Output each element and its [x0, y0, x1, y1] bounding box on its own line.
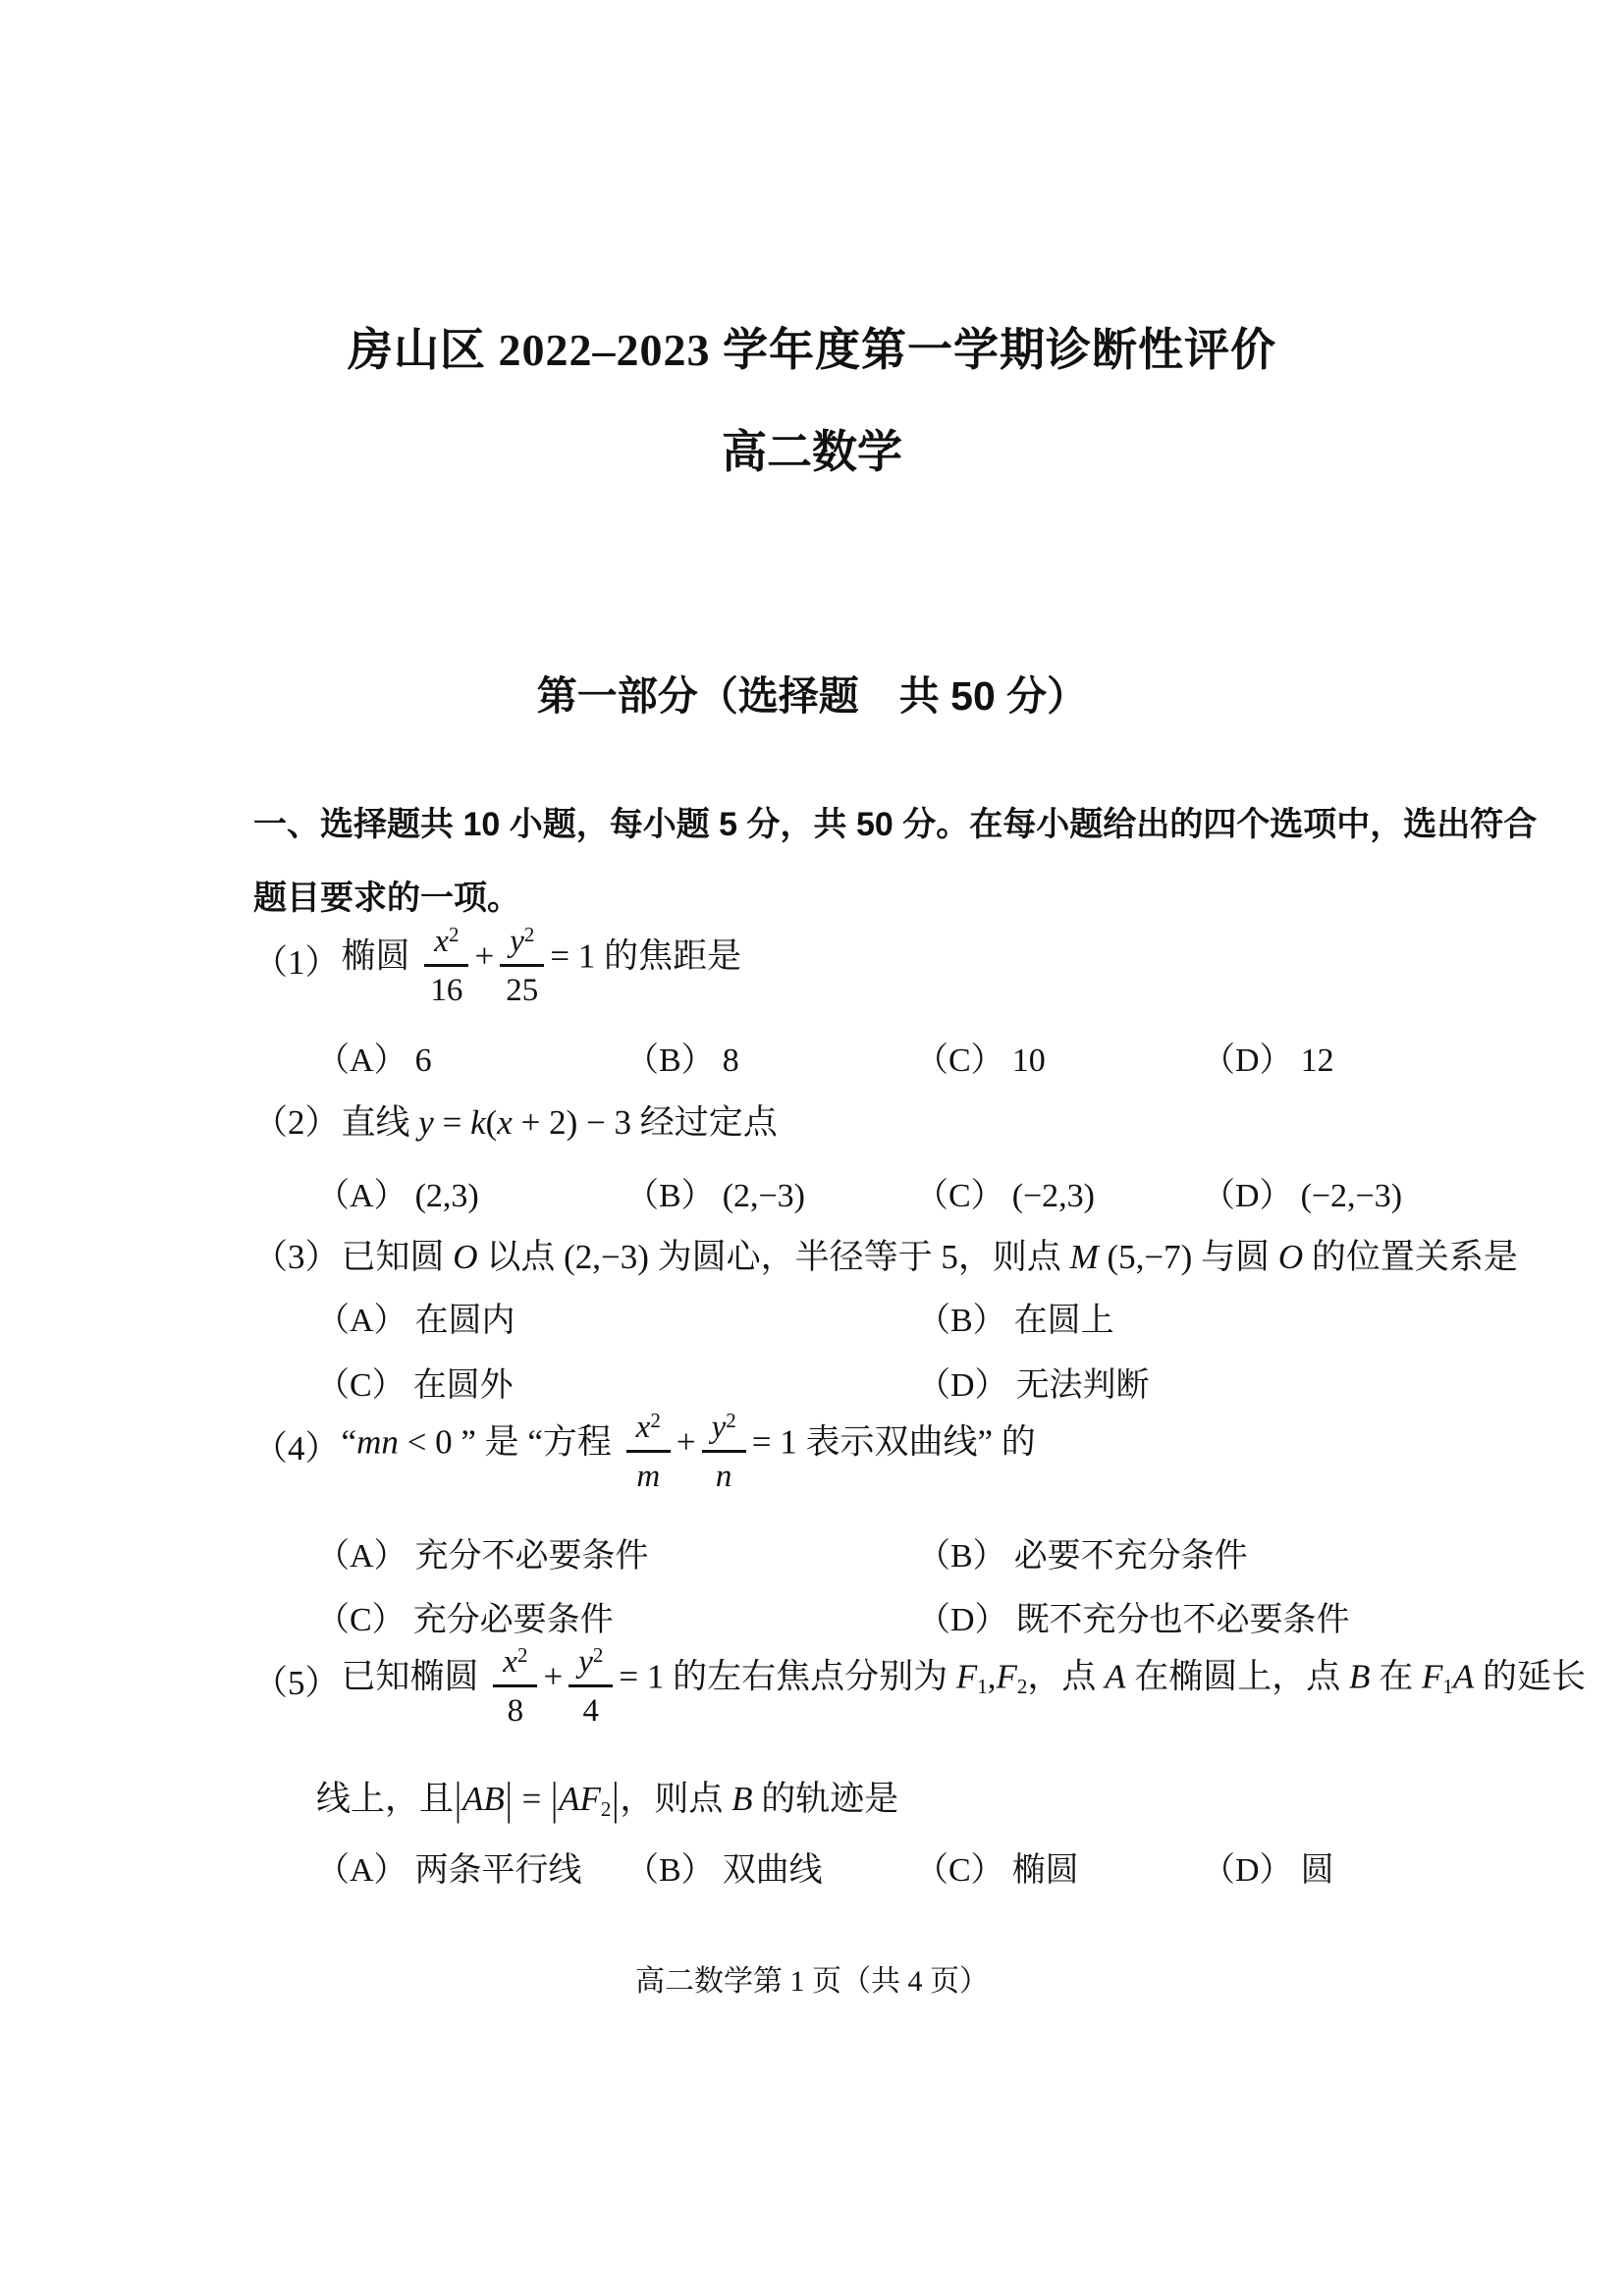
option-row-item — [316, 1842, 625, 1891]
option-5c-label: （C） — [915, 1852, 1004, 1889]
option-row-item — [915, 1033, 1202, 1081]
question-3-math: 已知圆 O 以点 (2,−3) 为圆心，半径等于 5，则点 M (5,−7) 与圆 O 的位置关系是 — [341, 1238, 1518, 1276]
exam-title: 房山区 2022–2023 学年度第一学期诊断性评价 — [348, 325, 1276, 375]
question-5-options — [316, 1842, 1334, 1891]
option-4d-text: 既不充分也不必要条件 — [1015, 1602, 1350, 1638]
option-2c-label: （C） — [915, 1178, 1004, 1214]
option-3a-text: 在圆内 — [414, 1303, 515, 1339]
option-3c-label: （C） — [316, 1367, 406, 1404]
option-1d-text: 12 — [1300, 1042, 1334, 1079]
option-5c-text: 椭圆 — [1011, 1852, 1079, 1889]
option-1a-label: （A） — [316, 1042, 407, 1079]
option-row-item — [915, 1168, 1202, 1216]
question-3-stem — [253, 1230, 1518, 1279]
question-5-stem-line2 — [316, 1772, 899, 1825]
option-3a-label: （A） — [316, 1303, 407, 1339]
option-row-item — [1202, 1033, 1334, 1081]
question-5-math-line1: 已知椭圆 $\frac{x^2}{8}$ + $\frac{y^2}{4}$ = 1 的左右焦点分别为 F1,F2，点 A 在椭圆上，点 B 在 F1A 的延长 — [342, 1632, 1586, 1728]
option-1c-text: 10 — [1011, 1042, 1046, 1079]
option-5a-label: （A） — [316, 1852, 407, 1889]
question-1-math: 椭圆 $\frac{x^2}{16}$ + $\frac{y^2}{25}$ = 1 的焦距是 — [342, 912, 742, 1007]
question-1-options — [316, 1033, 1334, 1081]
option-3c-text: 在圆外 — [412, 1367, 514, 1404]
option-1a-text: 6 — [414, 1042, 432, 1079]
option-2d-text: (−2,−3) — [1300, 1178, 1403, 1214]
question-2-options — [316, 1168, 1402, 1216]
option-row-item — [625, 1168, 915, 1216]
option-4c-text: 充分必要条件 — [412, 1602, 614, 1638]
question-3-options-row1 — [316, 1293, 1114, 1341]
option-5d-label: （D） — [1202, 1852, 1293, 1889]
instructions-line2: 题目要求的一项。 — [253, 880, 520, 917]
option-4a-label: （A） — [316, 1538, 407, 1575]
option-2d-label: （D） — [1202, 1178, 1293, 1214]
option-3b-text: 在圆上 — [1013, 1303, 1114, 1339]
option-4d-label: （D） — [917, 1602, 1008, 1638]
option-row-item — [316, 1528, 917, 1576]
option-row-item — [625, 1842, 915, 1891]
question-4-stem — [253, 1398, 1036, 1493]
option-2b-label: （B） — [625, 1178, 715, 1214]
question-4-options-row1 — [316, 1528, 1248, 1576]
option-row-item — [316, 1293, 917, 1341]
option-1b-label: （B） — [625, 1042, 715, 1079]
option-row-item — [316, 1033, 625, 1081]
option-1c-label: （C） — [915, 1042, 1004, 1079]
question-1-stem — [253, 912, 741, 1007]
option-1d-label: （D） — [1202, 1042, 1293, 1079]
option-4c-label: （C） — [316, 1602, 406, 1638]
option-3d-text: 无法判断 — [1015, 1367, 1150, 1404]
page-footer: 高二数学第 1 页（共 4 页） — [635, 1965, 989, 1998]
option-5b-label: （B） — [625, 1852, 715, 1889]
option-row-item — [1202, 1168, 1402, 1216]
question-1-number: （1） — [253, 942, 340, 982]
option-3b-label: （B） — [917, 1303, 1006, 1339]
option-3d-label: （D） — [917, 1367, 1008, 1404]
option-row-item — [1202, 1842, 1334, 1891]
question-5-stem-line1 — [253, 1632, 1586, 1728]
option-2c-text: (−2,3) — [1011, 1178, 1096, 1214]
option-2b-text: (2,−3) — [722, 1178, 806, 1214]
option-row-item — [917, 1293, 1114, 1341]
option-row-item — [915, 1842, 1202, 1891]
question-2-math: 直线 y = k(x + 2) − 3 经过定点 — [341, 1103, 778, 1142]
option-row-item — [316, 1168, 625, 1216]
question-3-number: （3） — [253, 1238, 340, 1276]
option-1b-text: 8 — [722, 1042, 739, 1079]
question-2-stem — [253, 1095, 778, 1145]
exam-subtitle: 高二数学 — [722, 427, 902, 477]
question-5-math-line2: 线上，且|AB| = |AF2|，则点 B 的轨迹是 — [316, 1773, 899, 1825]
question-4-math: “mn < 0 ” 是 “方程 $\frac{x^2}{m}$ + $\frac{y^2}{n}$ = 1 表示双曲线” 的 — [342, 1398, 1036, 1493]
option-2a-label: （A） — [316, 1178, 407, 1214]
option-2a-text: (2,3) — [414, 1178, 479, 1214]
option-4b-text: 必要不充分条件 — [1013, 1538, 1248, 1575]
option-5a-text: 两条平行线 — [414, 1852, 582, 1889]
option-4a-text: 充分不必要条件 — [414, 1538, 649, 1575]
part1-header: 第一部分（选择题 共 50 分） — [536, 673, 1088, 719]
option-5d-text: 圆 — [1300, 1852, 1334, 1889]
instructions-line1: 一、选择题共 10 小题，每小题 5 分，共 50 分。在每小题给出的四个选项中，选出符合 — [253, 806, 1538, 843]
option-row-item — [917, 1528, 1248, 1576]
option-row-item — [625, 1033, 915, 1081]
question-5-number: （5） — [253, 1663, 340, 1702]
question-4-number: （4） — [253, 1428, 340, 1468]
option-4b-label: （B） — [917, 1538, 1006, 1575]
option-5b-text: 双曲线 — [722, 1852, 823, 1889]
question-2-number: （2） — [253, 1103, 340, 1142]
